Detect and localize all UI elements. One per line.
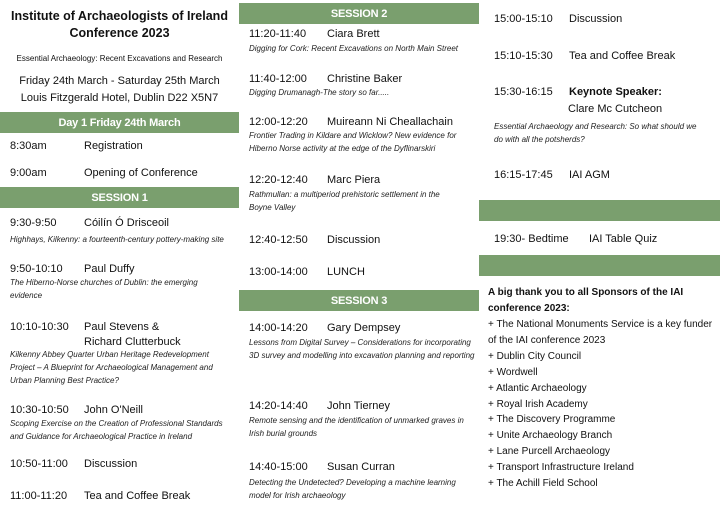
sponsor-item: + The Achill Field School [488,478,598,490]
column-2 [239,0,479,511]
keynote-description: Essential Archaeology and Research: So what should we do with all the potsherds? [494,122,697,144]
sponsor-item: + Atlantic Archaeology [488,382,587,394]
talk-description: Digging for Cork: Recent Excavations on North Main Street [249,44,458,53]
break-title: Tea and Coffee Break [569,50,676,62]
talk-description: Lessons from Digital Survey – Considerations for incorporating 3D survey and modelling into excavation planning and reporting [249,338,475,360]
talk-time: 9:50-10:10 [10,263,63,275]
talk-description: Digging Drumanagh-The story so far..... [249,88,390,97]
talk-speaker-2: Richard Clutterbuck [84,336,181,348]
title-line-1: Institute of Archaeologists of Ireland [11,9,228,23]
opening-time: 9:00am [10,167,47,179]
session1-bar: SESSION 1 [0,187,239,208]
talk-time: 11:20-11:40 [249,28,307,40]
sponsor-item: + The National Monuments Service is a key funder of the IAI conference 2023 [488,319,713,346]
column-3 [479,0,720,511]
break-title: Tea and Coffee Break [84,490,191,502]
talk-description: Highhays, Kilkenny: a fourteenth-century pottery-making site [10,235,224,244]
discussion-time: 10:50-11:00 [10,458,68,470]
discussion-title: Discussion [569,13,623,25]
talk-time: 10:10-10:30 [10,321,69,333]
talk-speaker: Gary Dempsey [327,322,401,334]
sponsor-list [488,317,720,492]
registration-title: Registration [84,140,143,152]
break-time: 11:00-11:20 [10,490,68,502]
lunch-title: LUNCH [327,266,365,278]
session2-bar: SESSION 2 [239,3,479,24]
talk-description: Detecting the Undetected? Developing a machine learning model for Irish archaeology [249,478,456,500]
talk-speaker: Susan Curran [327,461,395,473]
talk-description: Frontier Trading in Kildare and Wicklow? New evidence for Hiberno Norse activity at the edge of the Dyflinarskiri [249,131,457,153]
talk-description: Remote sensing and the identification of unmarked graves in Irish burial grounds [249,416,464,438]
talk-time: 14:00-14:20 [249,322,308,334]
talk-description: The Hiberno-Norse churches of Dublin: the emerging evidence [10,278,198,300]
talk-speaker: Paul Duffy [84,263,135,275]
quiz-title: IAI Table Quiz [589,233,658,245]
conference-venue: Louis Fitzgerald Hotel, Dublin D22 X5N7 [20,92,219,104]
talk-speaker: Paul Stevens & [84,321,160,333]
talk-description: Scoping Exercise on the Creation of Professional Standards and Guidance for Archaeological Practice in Ireland [10,419,223,441]
conference-dates: Friday 24th March - Saturday 25th March [19,75,220,87]
sponsor-item: + Transport Infrastructure Ireland [488,462,634,474]
sponsor-item: + Unite Archaeology Branch [488,430,613,442]
keynote-speaker: Clare Mc Cutcheon [568,103,663,115]
keynote-time: 15:30-16:15 [494,86,553,98]
talk-time: 11:40-12:00 [249,73,307,85]
sponsor-item: + Royal Irish Academy [488,398,588,410]
talk-speaker: John O'Neill [84,404,143,416]
sponsor-item: + The Discovery Programme [488,414,616,426]
discussion-title: Discussion [84,458,138,470]
opening-title: Opening of Conference [84,167,198,179]
session3-bar: SESSION 3 [239,290,479,311]
talk-description: Kilkenny Abbey Quarter Urban Heritage Redevelopment Project – A Blueprint for Archaeological Management and Urban Planning Best Practice? [10,350,213,385]
conference-title [0,8,239,42]
agm-time: 16:15-17:45 [494,169,553,181]
registration-time: 8:30am [10,140,47,152]
sponsor-item: + Wordwell [488,366,538,378]
keynote-label: Keynote Speaker: [569,86,662,98]
agm-title: IAI AGM [569,169,610,181]
talk-speaker: Muireann Ni Cheallachain [327,116,453,128]
spacer-bar [479,255,720,276]
talk-time: 12:00-12:20 [249,116,308,128]
day1-bar: Day 1 Friday 24th March [0,112,239,133]
sponsor-item: + Dublin City Council [488,350,582,362]
talk-speaker: Ciara Brett [327,28,380,40]
talk-speaker: Cóilín Ó Drisceoil [84,217,169,229]
title-line-2: Conference 2023 [69,26,170,40]
spacer-bar [479,200,720,221]
talk-speaker: Marc Piera [327,174,381,186]
conference-subtitle: Essential Archaeology: Recent Excavations and Research [16,54,223,63]
lunch-time: 13:00-14:00 [249,266,308,278]
discussion-time: 15:00-15:10 [494,13,553,25]
talk-time: 14:40-15:00 [249,461,308,473]
break-time: 15:10-15:30 [494,50,553,62]
talk-time: 12:20-12:40 [249,174,308,186]
talk-time: 9:30-9:50 [10,217,57,229]
talk-time: 10:30-10:50 [10,404,69,416]
sponsors-heading: A big thank you to all Sponsors of the IAI conference 2023: [488,287,684,314]
talk-description: Rathmullan: a multiperiod prehistoric settlement in the Boyne Valley [249,190,440,212]
discussion-time: 12:40-12:50 [249,234,308,246]
talk-time: 14:20-14:40 [249,400,308,412]
talk-speaker: Christine Baker [327,73,403,85]
column-1 [0,0,239,511]
quiz-time: 19:30- Bedtime [494,233,569,245]
sponsor-item: + Lane Purcell Archaeology [488,446,611,458]
discussion-title: Discussion [327,234,381,246]
talk-speaker: John Tierney [327,400,390,412]
